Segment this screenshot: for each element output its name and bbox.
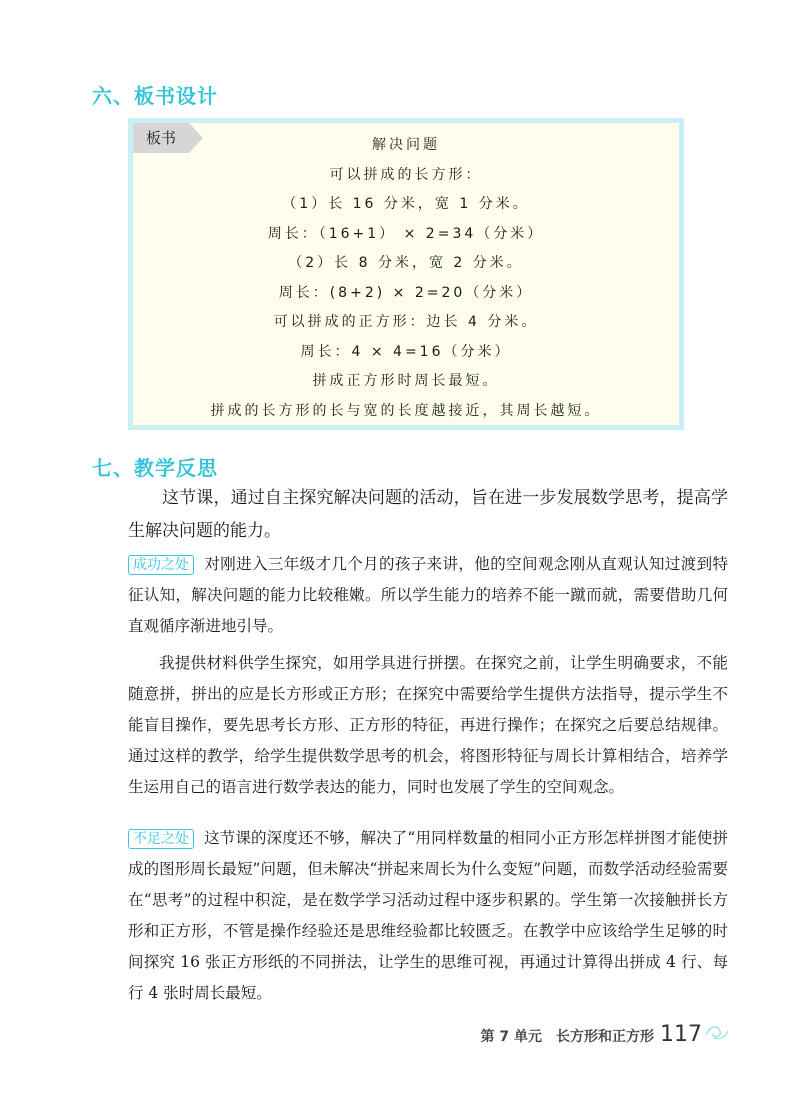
shortcoming-paragraph — [128, 823, 728, 1009]
success-badge: 成功之处 — [128, 555, 194, 575]
page-footer — [481, 1022, 731, 1047]
footer-title: 长方形和正方形 — [556, 1029, 654, 1045]
board-line: 解决问题 — [372, 137, 440, 153]
shortcoming-badge: 不足之处 — [128, 829, 194, 849]
shortcoming-text: 这节课的深度还不够，解决了“用同样数量的相同小正方形怎样拼图才能使拼成的图形周长最短”问题，但未解决“拼起来周长为什么变短”问题，而数学活动经验需要在“思考”的过程中积淀，是在数学学习活动过程中逐步积累的。学生第一次接触拼长方形和正方形，不管是操作经验还是思维经验都比较匮乏。在教学中应该给学生足够的时间探究 16 张正方形纸的不同拼法，让学生的思维可视，再通过计算得出拼成 4 行、每行 4 张时周长最短。 — [128, 829, 728, 1002]
success-text: 对刚进入三年级才几个月的孩子来讲，他的空间观念刚从直观认知过渡到特征认知，解决问题的能力比较稚嫩。所以学生能力的培养不能一蹴而就，需要借助几何直观循序渐进地引导。 — [128, 555, 728, 635]
board-line: （2）长 8 分米，宽 2 分米。 — [288, 255, 524, 271]
board-tag: 板书 — [133, 123, 189, 153]
board-line: 拼成的长方形的长与宽的长度越接近，其周长越短。 — [210, 402, 602, 419]
board-line: 周长：(8+2) × 2=20（分米） — [278, 284, 534, 301]
board-line: 周长：（16+1） × 2=34（分米） — [267, 225, 545, 242]
reflection-intro: 这节课，通过自主探究解决问题的活动，旨在进一步发展数学思考，提高学生解决问题的能力。 — [128, 488, 728, 541]
board-lines — [133, 131, 679, 426]
board-line: 可以拼成的长方形： — [329, 166, 483, 183]
board-line: （1）长 16 分米，宽 1 分米。 — [282, 196, 530, 212]
page-number: 117 — [660, 1022, 702, 1047]
footer-unit: 第 7 单元 — [480, 1029, 542, 1045]
success-paragraph — [128, 549, 728, 642]
board-design-panel — [128, 118, 684, 430]
section-heading-board-design: 六、板书设计 — [92, 84, 218, 108]
success-more-paragraph: 我提供材料供学生探究，如用学具进行拼摆。在探究之前，让学生明确要求，不能随意拼，拼出的应是长方形或正方形；在探究中需要给学生提供方法指导，提示学生不能盲目操作，要先思考长方形、正方形的特征，再进行操作；在探究之后要总结规律。通过这样的教学，给学生提供数学思考的机会，将图形特征与周长计算相结合，培养学生运用自己的语言进行数学表达的能力，同时也发展了学生的空间观念。 — [128, 654, 728, 796]
board-line: 周长：4 × 4=16（分米） — [300, 343, 512, 360]
board-line: 拼成正方形时周长最短。 — [312, 373, 500, 389]
board-line: 可以拼成的正方形：边长 4 分米。 — [273, 314, 539, 330]
swirl-ornament-icon — [704, 1023, 730, 1041]
section-heading-reflection: 七、教学反思 — [92, 456, 218, 480]
